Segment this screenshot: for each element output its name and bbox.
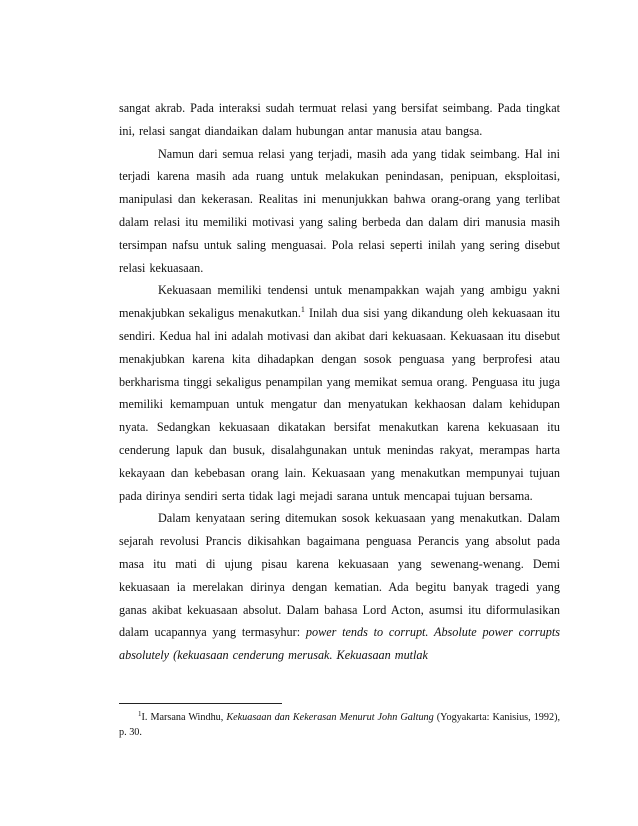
paragraph-3-text-a: Kekuasaan memiliki tendensi untuk menampakkan wajah yang ambigu yakni menakjubkan sekaligus menakutkan. (119, 283, 560, 321)
footnote-divider (119, 703, 282, 704)
body-text (119, 97, 560, 667)
paragraph-3 (119, 279, 560, 507)
acton-quote: power tends to corrupt. Absolute power corrupts absolutely (kekuasaan cenderung merusak. Kekuasaan mutlak (119, 625, 560, 663)
paragraph-2: Namun dari semua relasi yang terjadi, masih ada yang tidak seimbang. Hal ini terjadi karena masih ada ruang untuk melakukan penindasan, penipuan, eksploitasi, manipulasi dan kekerasan. Realitas ini menunjukkan bahwa orang-orang yang terlibat dalam relasi itu memiliki motivasi yang saling berbeda dan dalam diri manusia masih tersimpan nafsu untuk saling menguasai. Pola relasi seperti inilah yang sering disebut relasi kekuasaan. (119, 146, 560, 275)
paragraph-4-text: Dalam kenyataan sering ditemukan sosok kekuasaan yang menakutkan. Dalam sejarah revolusi Prancis dikisahkan bagaimana penguasa Perancis yang absolut pada masa itu mati di ujung pisau karena kekuasaan yang sewenang-wenang. Demi kekuasaan ia merelakan dirinya dengan kematian. Ada begitu banyak tragedi yang ganas akibat kekuasaan absolut. Dalam bahasa Lord Acton, asumsi itu diformulasikan dalam ucapannya yang termasyhur: (119, 511, 560, 640)
footnote-author: I. Marsana Windhu, (141, 712, 227, 723)
paragraph-1: sangat akrab. Pada interaksi sudah termuat relasi yang bersifat seimbang. Pada tingkat ini, relasi sangat diandaikan dalam hubungan antar manusia atau bangsa. (119, 101, 560, 138)
footnote-book-title: Kekuasaan dan Kekerasan Menurut John Galtung (226, 712, 434, 723)
paragraph-4 (119, 507, 560, 667)
paragraph-3-text-b: Inilah dua sisi yang dikandung oleh kekuasaan itu sendiri. Kedua hal ini adalah motivasi dan akibat dari kekuasaan. Kekuasaan itu disebut menakjubkan karena kita dihadapkan dengan sosok penguasa yang berprofesi atau berkharisma tinggi sekaligus penampilan yang memikat semua orang. Penguasa itu juga memiliki kemampuan untuk mengatur dan menyatukan kekhaosan dalam kehidupan nyata. Sedangkan kekuasaan dikatakan bersifat menakutkan karena kekuasaan itu cenderung lapuk dan busuk, disalahgunakan untuk menindas rakyat, merampas harta kekayaan dan kebebasan orang lain. Kekuasaan yang menakutkan mempunyai tujuan pada dirinya sendiri serta tidak lagi mejadi sarana untuk mencapai tujuan bersama. (119, 306, 561, 503)
footnote-number: 1 (138, 710, 142, 718)
footnote-publication: (Yogyakarta: Kanisius, 1992), p. 30. (119, 712, 561, 738)
footnote (119, 710, 560, 740)
footnote-reference[interactable]: 1 (300, 305, 305, 315)
